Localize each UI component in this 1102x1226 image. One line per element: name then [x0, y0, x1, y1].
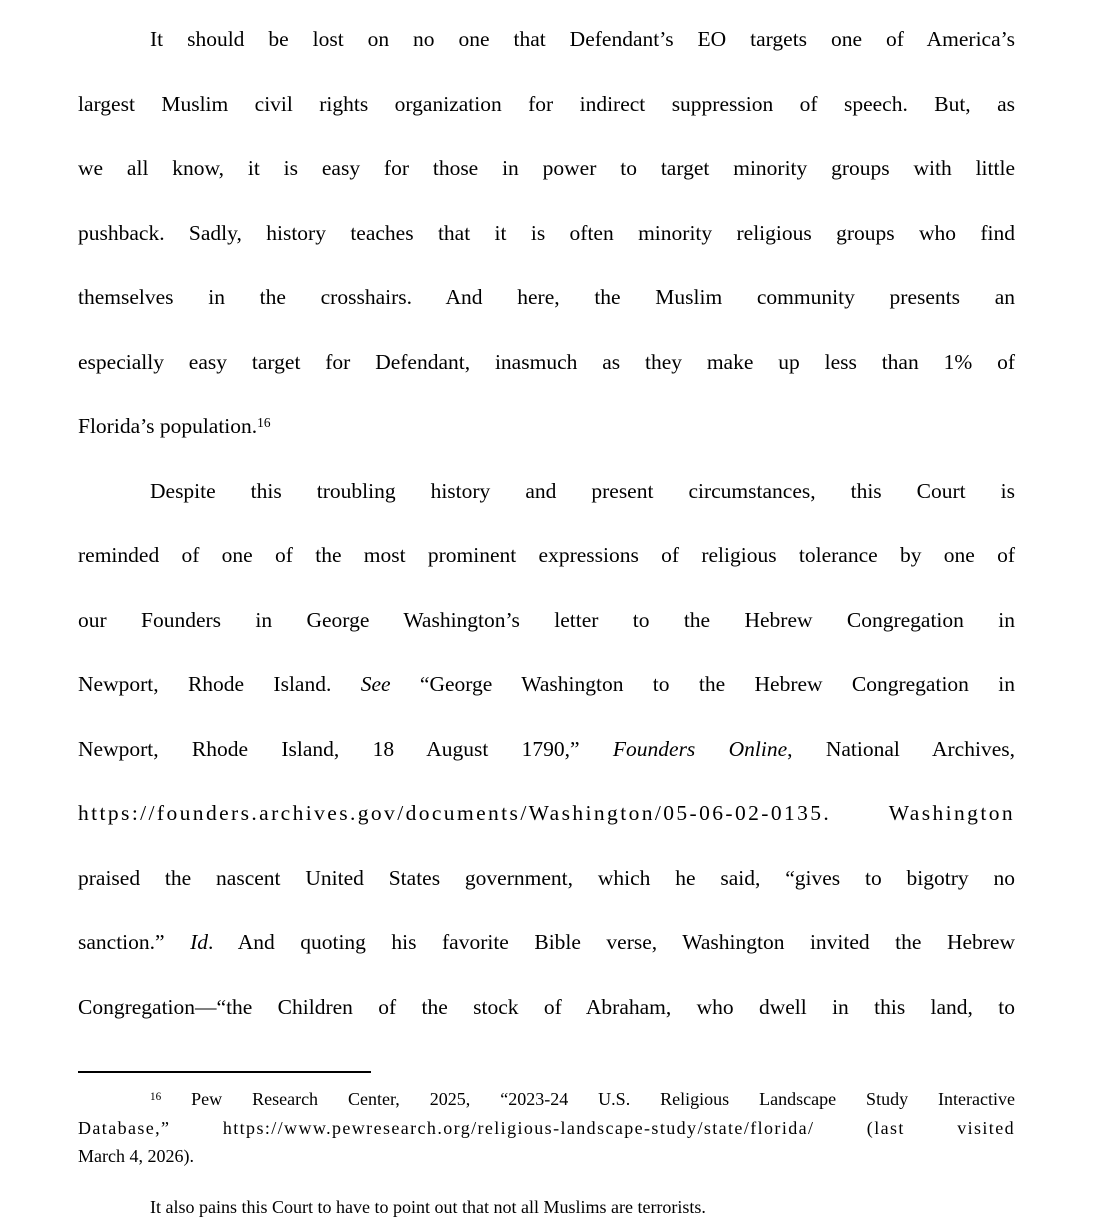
body-text-line: our Founders in George Washington’s letter to the Hebrew Congregation in	[78, 607, 1015, 632]
body-text-line: pushback. Sadly, history teaches that it is often minority religious groups who find	[78, 220, 1015, 245]
footnote-area	[0, 1085, 1102, 1221]
footnote-text-line: March 4, 2026).	[78, 1146, 194, 1166]
body-text-line: It should be lost on no one that Defendant’s EO targets one of America’s	[150, 27, 1015, 51]
body-text-line: reminded of one of the most prominent expressions of religious tolerance by one of	[78, 543, 1015, 567]
footnote-text-line: $^{16}$ Pew Research Center, 2025, “2023-24 U.S. Religious Landscape Study Interactive	[150, 1089, 1015, 1109]
body-paragraph	[78, 7, 1015, 459]
body-text-line: Despite this troubling history and present circumstances, this Court is	[150, 478, 1015, 503]
body-text-line: we all know, it is easy for those in power to target minority groups with little	[78, 156, 1015, 180]
footnote-text-line: Database,” https://www.pewresearch.org/religious-landscape-study/state/florida/ (last visited	[78, 1117, 1015, 1138]
body-text-line: especially easy target for Defendant, inasmuch as they make up less than 1% of	[78, 349, 1015, 374]
footnote-paragraph	[78, 1085, 1015, 1171]
footnote-separator	[78, 1071, 371, 1073]
footnote-number: 16	[150, 1090, 162, 1103]
footnote-number: 16	[257, 414, 271, 430]
body-text-line: Florida’s population.$^{16}$	[78, 414, 271, 438]
body-text-line: Newport, Rhode Island, 18 August 1790,” Founders Online, National Archives,	[78, 736, 1015, 761]
footnote-paragraph	[78, 1193, 1015, 1222]
footnote-text-line: It also pains this Court to have to point out that not all Muslims are terrorists.	[150, 1196, 706, 1217]
body-text-line: praised the nascent United States government, which he said, “gives to bigotry no	[78, 865, 1015, 890]
body-text-line: largest Muslim civil rights organization for indirect suppression of speech. But, as	[78, 91, 1015, 116]
body-text-line: https://founders.archives.gov/documents/Washington/05-06-02-0135. Washington	[78, 801, 1015, 825]
body-text-line: Newport, Rhode Island. See “George Washington to the Hebrew Congregation in	[78, 672, 1015, 696]
body-text-line: Congregation—“the Children of the stock of Abraham, who dwell in this land, to	[78, 994, 1015, 1019]
body-paragraph	[78, 459, 1015, 1040]
body-text-line: themselves in the crosshairs. And here, the Muslim community presents an	[78, 285, 1015, 309]
body-text-line: sanction.” Id. And quoting his favorite Bible verse, Washington invited the Hebrew	[78, 930, 1015, 954]
